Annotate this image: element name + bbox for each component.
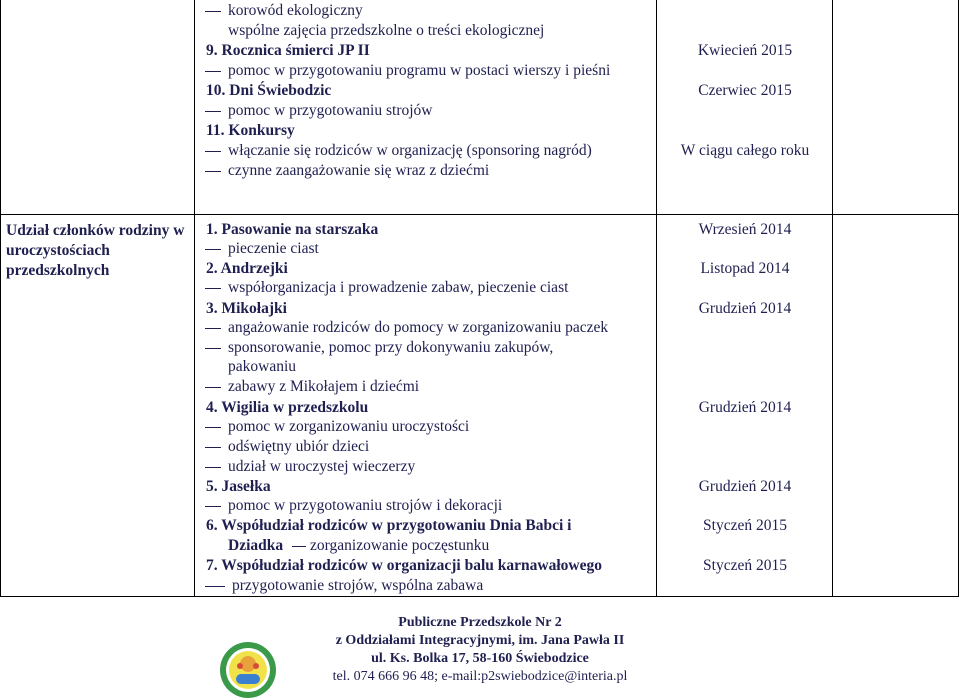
table-border-left bbox=[0, 0, 1, 597]
date-cell: Grudzień 2014 bbox=[698, 478, 792, 495]
date-cell: Styczeń 2015 bbox=[703, 517, 787, 534]
event-detail: udział w uroczystej wieczerzy bbox=[228, 458, 416, 475]
bullet-dash bbox=[205, 171, 221, 172]
list-item: czynne zaangażowanie się wraz z dziećmi bbox=[228, 162, 490, 179]
event-detail: angażowanie rodziców do pomocy w zorganizowaniu paczek bbox=[228, 319, 609, 336]
bullet-dash bbox=[205, 328, 221, 329]
event-detail: pomoc w zorganizowaniu uroczystości bbox=[228, 418, 470, 435]
event-detail: przygotowanie strojów, wspólna zabawa bbox=[232, 577, 484, 594]
list-item: włączanie się rodziców w organizację (sponsoring nagród) bbox=[228, 142, 592, 159]
list-heading: 11. Konkursy bbox=[206, 122, 295, 139]
event-heading: 4. Wigilia w przedszkolu bbox=[206, 399, 369, 416]
kindergarten-logo bbox=[218, 640, 278, 700]
event-detail: pomoc w przygotowaniu strojów i dekoracji bbox=[228, 497, 503, 514]
table-border-right bbox=[958, 0, 959, 597]
bullet-dash bbox=[205, 387, 221, 388]
bullet-dash bbox=[205, 249, 221, 250]
date-cell: Czerwiec 2015 bbox=[698, 82, 792, 99]
row-separator bbox=[0, 214, 959, 215]
event-detail: pakowaniu bbox=[228, 358, 297, 375]
footer-name: Publiczne Przedszkole Nr 2 bbox=[398, 615, 562, 630]
bullet-dash bbox=[205, 151, 221, 152]
list-heading: 9. Rocznica śmierci JP II bbox=[206, 42, 370, 59]
event-heading: 6. Współudział rodziców w przygotowaniu Dnia Babci i bbox=[206, 517, 572, 534]
date-cell: W ciągu całego roku bbox=[680, 142, 810, 159]
bullet-dash bbox=[205, 288, 221, 289]
event-heading: Dziadka bbox=[228, 537, 284, 554]
event-detail: zorganizowanie poczęstunku bbox=[310, 537, 490, 554]
list-item: pomoc w przygotowaniu strojów bbox=[228, 102, 433, 119]
bullet-dash bbox=[292, 546, 306, 547]
event-detail: odświętny ubiór dzieci bbox=[228, 438, 370, 455]
date-cell: Grudzień 2014 bbox=[698, 399, 792, 416]
bullet-dash bbox=[205, 506, 221, 507]
date-cell: Listopad 2014 bbox=[700, 260, 790, 277]
date-cell: Wrzesień 2014 bbox=[698, 221, 792, 238]
bullet-dash bbox=[205, 111, 221, 112]
list-heading: 10. Dni Świebodzic bbox=[206, 82, 332, 99]
bullet-dash bbox=[205, 71, 221, 72]
date-cell: Kwiecień 2015 bbox=[697, 42, 793, 59]
event-heading: 7. Współudział rodziców w organizacji balu karnawałowego bbox=[206, 557, 602, 574]
table-divider-1 bbox=[194, 0, 195, 597]
bullet-dash bbox=[205, 467, 221, 468]
bullet-dash bbox=[205, 586, 225, 587]
event-heading: 2. Andrzejki bbox=[206, 260, 288, 277]
date-cell: Styczeń 2015 bbox=[703, 557, 787, 574]
date-cell: Grudzień 2014 bbox=[698, 300, 792, 317]
event-heading: 1. Pasowanie na starszaka bbox=[206, 221, 379, 238]
list-item: korowód ekologiczny bbox=[228, 2, 363, 19]
footer-address: ul. Ks. Bolka 17, 58-160 Świebodzice bbox=[371, 651, 589, 666]
bullet-dash bbox=[205, 11, 221, 12]
event-heading: 3. Mikołajki bbox=[206, 300, 287, 317]
event-detail: współorganizacja i prowadzenie zabaw, pieczenie ciast bbox=[228, 279, 569, 296]
event-detail: zabawy z Mikołajem i dziećmi bbox=[228, 378, 420, 395]
bullet-dash bbox=[205, 447, 221, 448]
list-item: wspólne zajęcia przedszkolne o treści ekologicznej bbox=[228, 22, 545, 39]
table-border-bottom bbox=[0, 596, 959, 597]
bullet-dash bbox=[205, 348, 221, 349]
footer-contact: tel. 074 666 96 48; e-mail:p2swiebodzice@interia.pl bbox=[332, 669, 628, 684]
section-label: Udział członków rodziny w uroczystościach przedszkolnych bbox=[6, 222, 185, 279]
event-heading: 5. Jasełka bbox=[206, 478, 271, 495]
bullet-dash bbox=[205, 427, 221, 428]
event-detail: sponsorowanie, pomoc przy dokonywaniu zakupów, bbox=[228, 339, 554, 356]
event-detail: pieczenie ciast bbox=[228, 240, 319, 257]
footer-subtitle: z Oddziałami Integracyjnymi, im. Jana Pawła II bbox=[335, 633, 625, 648]
list-item: pomoc w przygotowaniu programu w postaci wierszy i pieśni bbox=[228, 62, 611, 79]
